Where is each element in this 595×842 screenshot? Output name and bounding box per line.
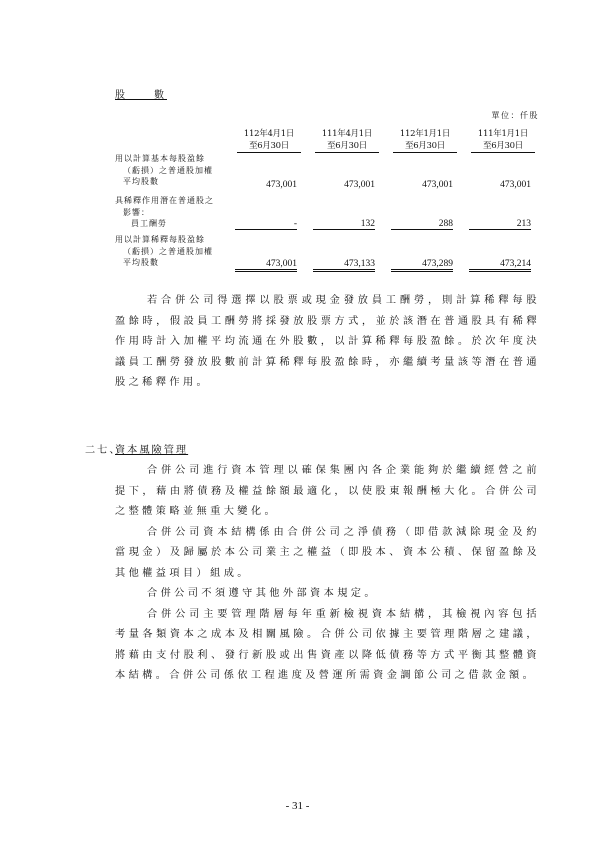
row-label-line: 影響： bbox=[123, 207, 150, 217]
page-number: - 31 - bbox=[285, 800, 310, 812]
row-label-line: 平均股數 bbox=[123, 177, 159, 186]
table-cell-value: 132 bbox=[313, 219, 375, 230]
row-label-basic-weighted-shares bbox=[115, 153, 245, 188]
row-label-line: （虧損）之普通股加權 bbox=[123, 246, 213, 256]
table-cell-value: 473,001 bbox=[344, 180, 375, 190]
table-cell-value: 473,001 bbox=[422, 180, 453, 190]
row-label-line: （虧損）之普通股加權 bbox=[123, 165, 213, 175]
column-header-period-end: 至6月30日 bbox=[315, 140, 379, 153]
row-label-line: 用以計算稀釋每股盈餘 bbox=[115, 235, 205, 244]
column-header-period-start: 112年1月1日 bbox=[399, 129, 451, 139]
column-header-period-end: 至6月30日 bbox=[393, 140, 457, 153]
column-header-period-start: 112年4月1日 bbox=[243, 129, 295, 139]
paragraph-text: 合併公司資本結構係由合併公司之淨債務（即借款減除現金及約當現金）及歸屬於本公司業主之權益（即股本、資本公積、保留盈餘及其他權益項目）組成。 bbox=[115, 526, 540, 579]
paragraph-text: 合併公司不須遵守其他外部資本規定。 bbox=[147, 588, 378, 599]
table-cell-value: 473,133 bbox=[313, 259, 375, 272]
paragraph-text: 若合併公司得選擇以股票或現金發放員工酬勞，則計算稀釋每股盈餘時，假設員工酬勞將採發放股票方式，並於該潛在普通股具有稀釋作用時計入加權平均流通在外股數，以計算稀釋每股盈餘。於次年度決議員工酬勞發放股數前計算稀釋每股盈餘時，亦繼續考量該等潛在普通股之稀釋作用。 bbox=[115, 295, 540, 388]
table-cell-value: - bbox=[235, 219, 297, 230]
column-header bbox=[237, 128, 301, 153]
capital-risk-body bbox=[115, 461, 540, 687]
paragraph-text: 合併公司主要管理階層每年重新檢視資本結構，其檢視內容包括考量各類資本之成本及相關風險。合併公司依據主要管理階層之建議，將藉由支付股利、發行新股或出售資產以降低債務等方式平衡其整體資本結構。合併公司係依工程進度及營運所需資金調節公司之借款金額。 bbox=[115, 608, 540, 681]
row-label-line: 具稀釋作用潛在普通股之 bbox=[115, 196, 214, 205]
table-cell-value: 473,001 bbox=[235, 259, 297, 272]
table-cell-value: 213 bbox=[469, 219, 531, 230]
row-label-dilutive-effect bbox=[115, 195, 245, 230]
column-header bbox=[471, 128, 535, 153]
column-header-period-end: 至6月30日 bbox=[237, 140, 301, 153]
paragraph-text: 合併公司進行資本管理以確保集團內各企業能夠於繼續經營之前提下，藉由將債務及權益餘額最適化，以使股東報酬極大化。合併公司之整體策略並無重大變化。 bbox=[115, 465, 540, 517]
table-cell-value: 288 bbox=[391, 219, 453, 230]
shares-section-title: 股 數 bbox=[115, 90, 167, 101]
column-header-period-start: 111年4月1日 bbox=[321, 129, 373, 139]
row-label-line: 員工酬勞 bbox=[131, 219, 167, 228]
column-header-period-start: 111年1月1日 bbox=[477, 129, 529, 139]
table-cell-value: 473,289 bbox=[391, 259, 453, 272]
column-header-period-end: 至6月30日 bbox=[471, 140, 535, 153]
unit-label: 單位：仟股 bbox=[491, 111, 539, 120]
row-label-diluted-weighted-shares bbox=[115, 234, 245, 269]
table-cell-value: 473,001 bbox=[500, 180, 531, 190]
table-cell-value: 473,001 bbox=[266, 180, 297, 190]
row-label-line: 用以計算基本每股盈餘 bbox=[115, 154, 205, 163]
column-header bbox=[393, 128, 457, 153]
table-cell-value: 473,214 bbox=[469, 259, 531, 272]
section-number: 二七、 bbox=[85, 445, 122, 456]
column-header bbox=[315, 128, 379, 153]
section-title: 資本風險管理 bbox=[115, 445, 189, 456]
dilution-paragraph bbox=[115, 291, 540, 394]
row-label-line: 平均股數 bbox=[123, 258, 159, 267]
